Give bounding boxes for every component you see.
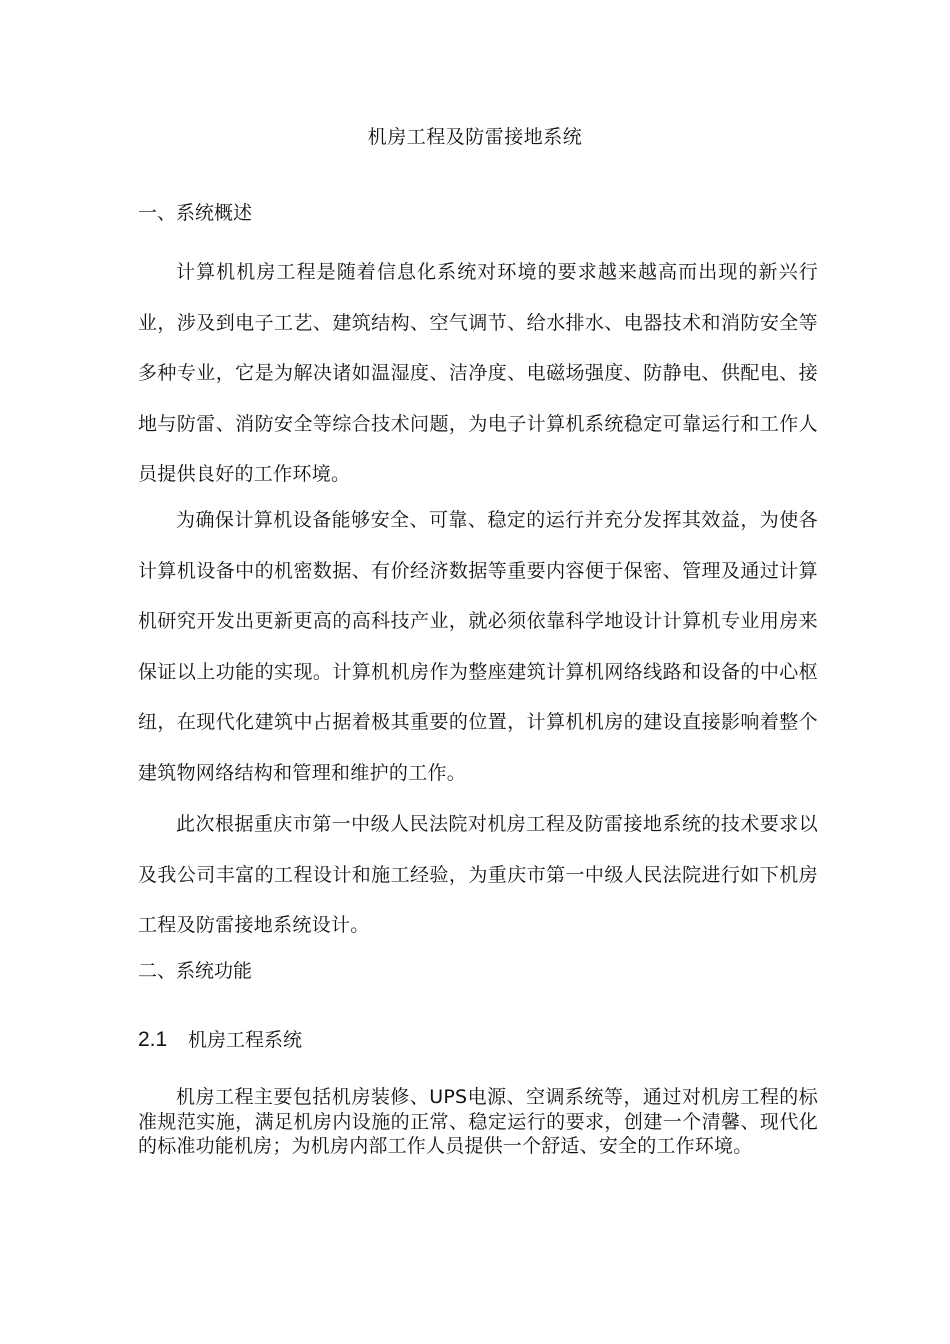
document-title: 机房工程及防雷接地系统	[367, 126, 583, 148]
subsection-number: 2.1	[138, 1028, 168, 1051]
section-heading-functions: 二、系统功能	[138, 960, 253, 982]
machine-room-paragraph: 机房工程主要包括机房装修、UPS电源、空调系统等，通过对机房工程的标准规范实施，满足机房内设施的正常、稳定运行的要求，创建一个清馨、现代化的标准功能机房；为机房内部工作人员提供一个舒适、安全的工作环境。	[138, 1086, 818, 1157]
subsection-heading	[138, 1027, 302, 1053]
section-heading-overview: 一、系统概述	[138, 202, 253, 224]
subsection-title: 机房工程系统	[188, 1029, 303, 1051]
overview-paragraph-3: 此次根据重庆市第一中级人民法院对机房工程及防雷接地系统的技术要求以及我公司丰富的工程设计和施工经验，为重庆市第一中级人民法院进行如下机房工程及防雷接地系统设计。	[138, 813, 818, 936]
overview-paragraph-1: 计算机机房工程是随着信息化系统对环境的要求越来越高而出现的新兴行业，涉及到电子工艺、建筑结构、空气调节、给水排水、电器技术和消防安全等多种专业，它是为解决诸如温湿度、洁净度、电磁场强度、防静电、供配电、接地与防雷、消防安全等综合技术问题，为电子计算机系统稳定可靠运行和工作人员提供良好的工作环境。	[138, 261, 818, 485]
overview-paragraph-2: 为确保计算机设备能够安全、可靠、稳定的运行并充分发挥其效益，为使各计算机设备中的机密数据、有价经济数据等重要内容便于保密、管理及通过计算机研究开发出更新更高的高科技产业，就必须依靠科学地设计计算机专业用房来保证以上功能的实现。计算机机房作为整座建筑计算机网络线路和设备的中心枢纽，在现代化建筑中占据着极其重要的位置，计算机机房的建设直接影响着整个建筑物网络结构和管理和维护的工作。	[138, 509, 818, 784]
